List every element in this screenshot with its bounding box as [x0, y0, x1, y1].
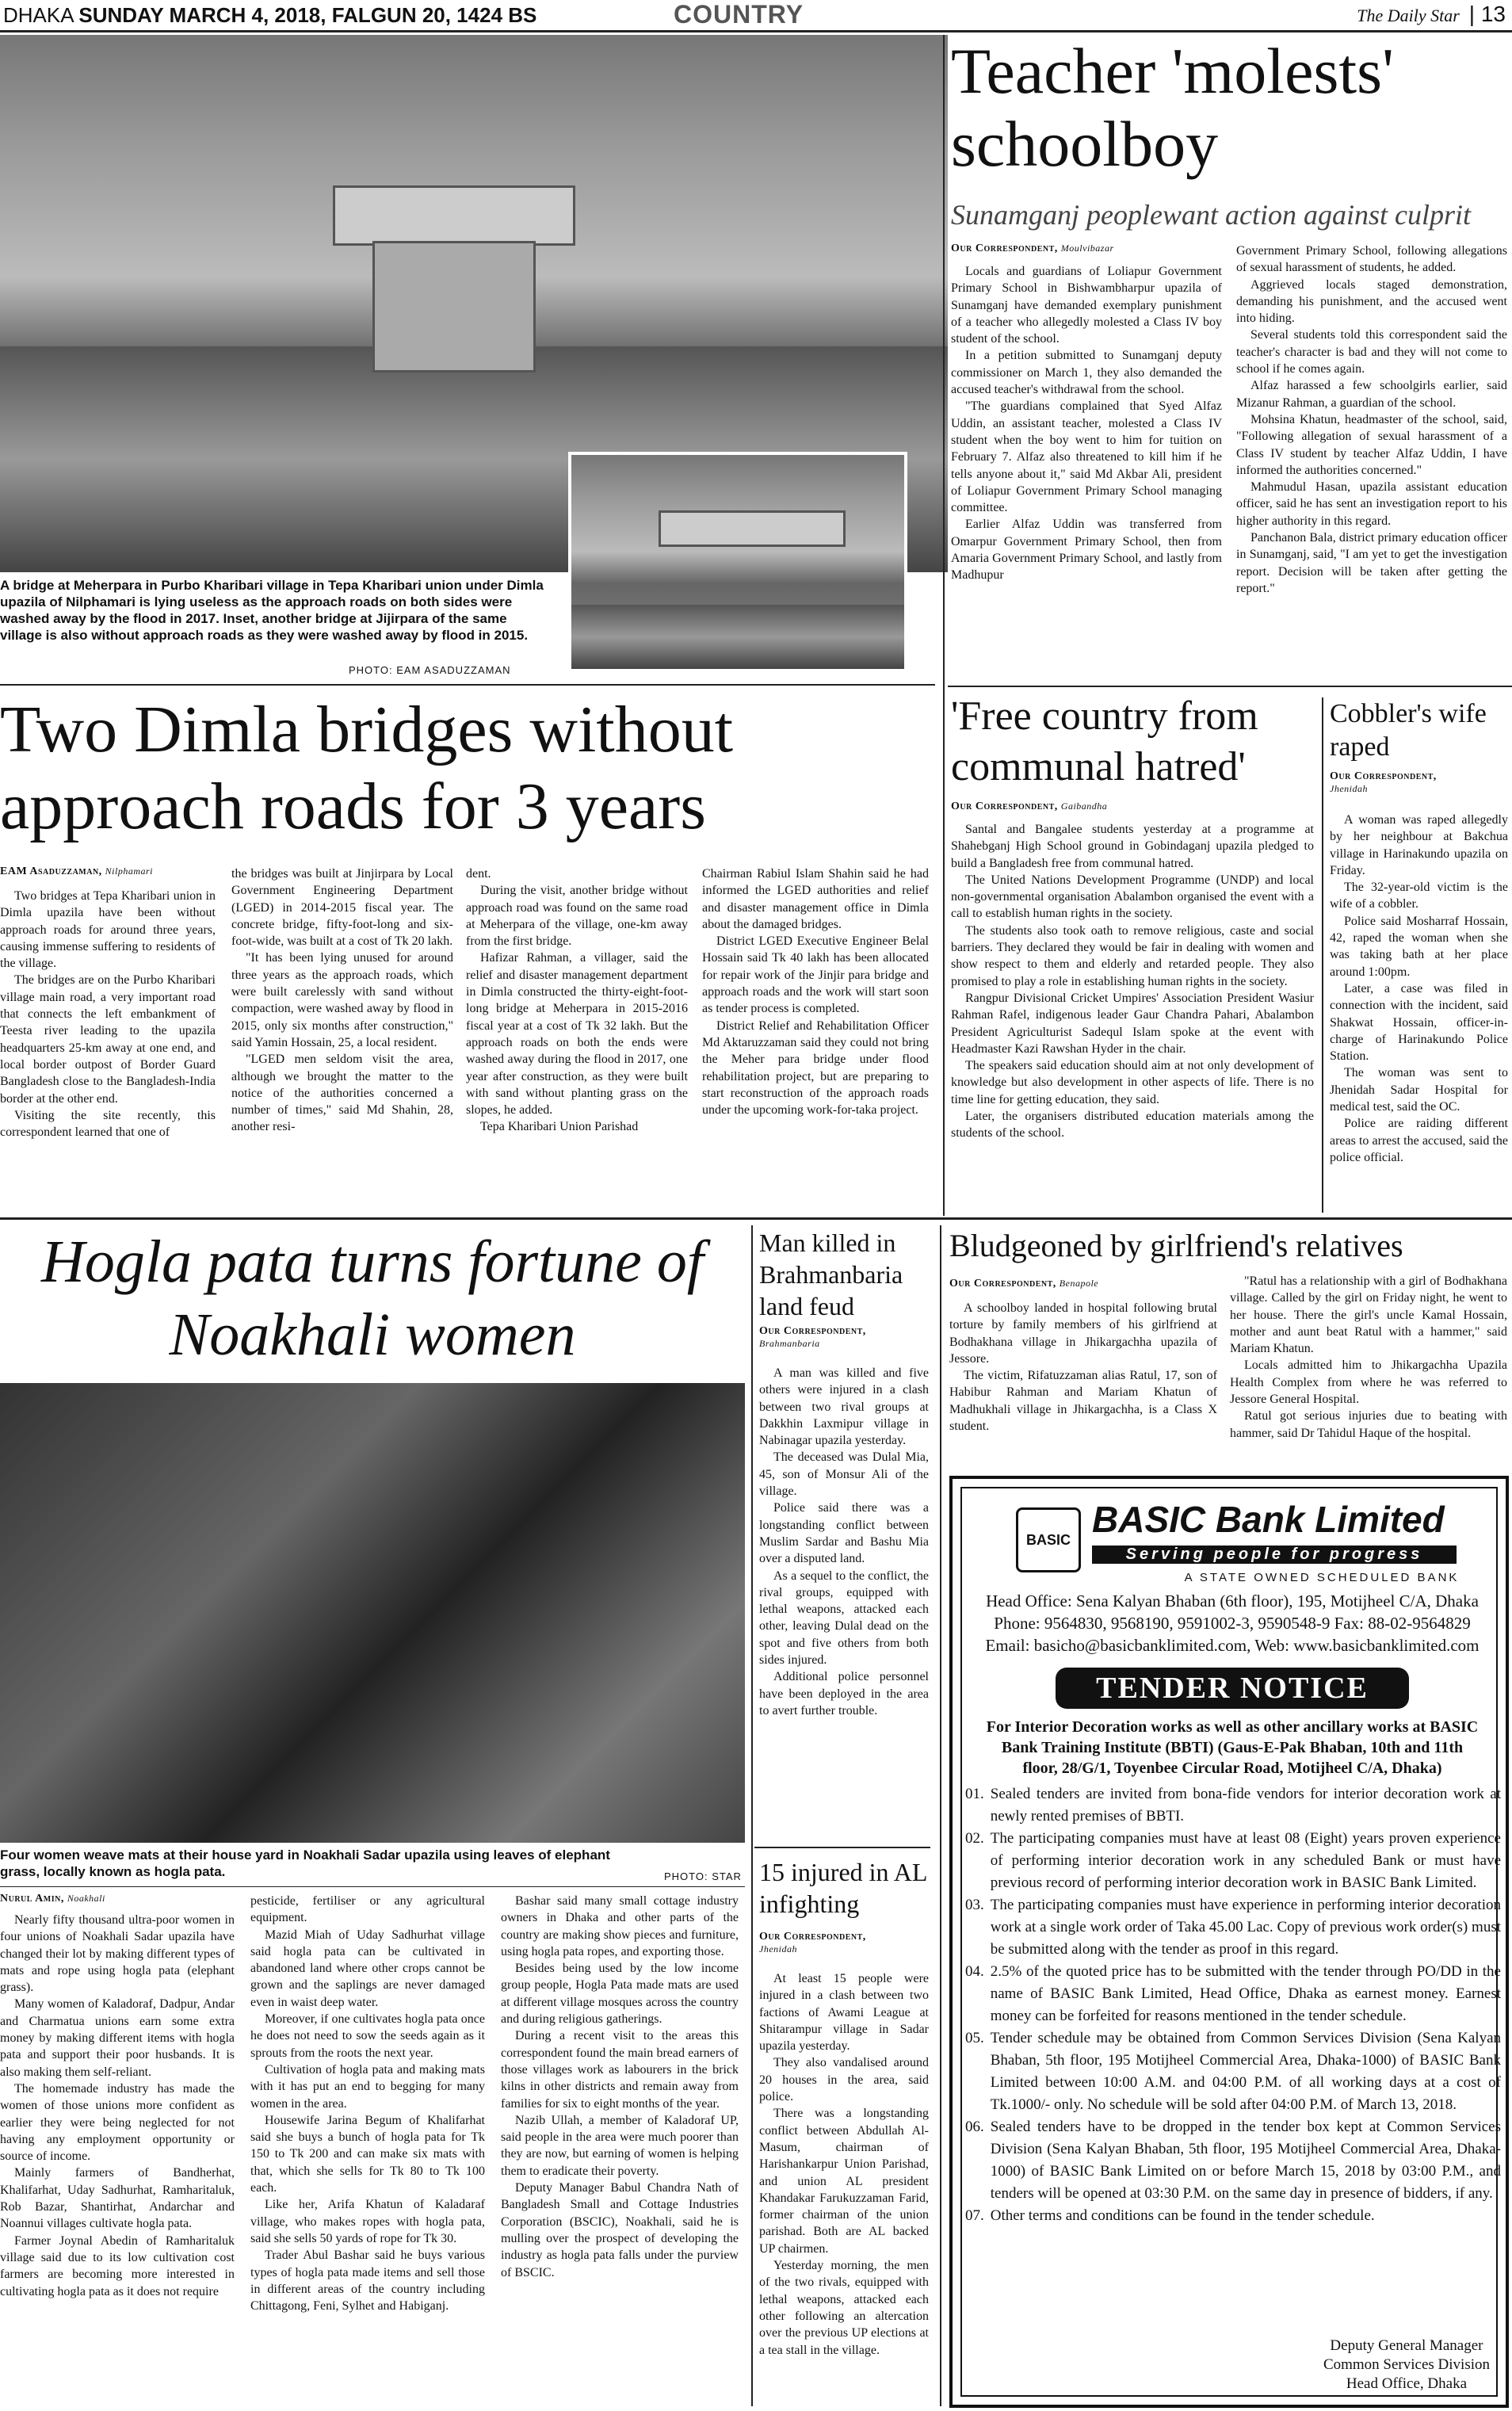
tender-item: 01. Sealed tenders are invited from bona-fide vendors for interior decoration work at newly rented premises of BBTI. — [965, 1786, 1501, 1824]
inset-bridge-photo — [568, 452, 907, 672]
tender-notice-title: TENDER NOTICE — [1056, 1668, 1409, 1709]
bludgeoned-byline: Our Correspondent, Benapole — [949, 1278, 1099, 1290]
masthead — [0, 0, 1512, 32]
hogla-col-1: Nearly fifty thousand ultra-poor women in four unions of Noakhali Sadar upazila have changed their lot by making different types of mats and rope using hogla pata (elephant grass). Many women of Kaladoraf, Dadpur, Andar and Charmatua unions earn some extra money by making different items with hogla pata and support their poor husbands. It is also making them self-reliant. The homemade industry has made the women of those unions more confident as earlier they were being neglected for not having any employment opportunity or source of income. Mainly farmers of Bandherhat, Khalifarhat, Uday Sadhurhat, Ramharitaluk, Rob Bazar, Shantirhat, Andarchar and Noannui villages cultivate hogla pata. Farmer Joynal Abedin of Ramharitaluk village said due to its low cultivation cost farmers are becoming more interested in cultivating hogla pata as it does not require — [0, 1913, 235, 2298]
man-killed-headline: Man killed in Brahmanbaria land feud — [759, 1228, 903, 1320]
section-title: COUNTRY — [674, 0, 804, 29]
dimla-col-2: the bridges was built at Jinjirpara by Local Government Engineering Department (LGED) in 2014-2015 fiscal year. The concrete bridge, fifty-foot-long and six-foot-wide, was built at a cost of Tk 20 lakh. "It has been lying unused for around three years as the approach roads, which were built carelessly with sand without compaction, were washed away by flood in 2015, only six months after construction," said Yamin Hossain, 25, a local resident. "LGED men seldom visit the area, although we brought the matter to the notice of the authorities concerned a number of times," said Md Shahin, 28, another resi- — [231, 867, 453, 1134]
page-number: 13 — [1480, 2, 1506, 26]
teacher-headline: Teacher 'molests' schoolboy — [951, 35, 1394, 180]
teacher-col-2: Government Primary School, following allegations of sexual harassment of students, he added. Aggrieved locals staged demonstration, demanding his punishment, and the accused went into hiding. Several students told this correspondent said the teacher's character is bad and they will not come to school if he comes again. Alfaz harassed a few schoolgirls earlier, said Mizanur Rahman, a guardian of the school. Mohsina Khatun, headmaster of the school, said, "Following allegation of sexual harassment of a Class IV student by teacher Alfaz Uddin, I have informed the authorities concerned." Mahmudul Hasan, upazila assistant education officer, said he has sent an investigation report to his higher authority in this regard. Panchanon Bala, district primary education officer in Sunamganj, said, "I am yet to get the investigation report. Decision will be taken after getting the report." — [1236, 244, 1507, 595]
bank-address-3: Email: basicho@basicbanklimited.com, Web: www.basicbanklimited.com — [985, 1636, 1480, 1655]
tender-intro: For Interior Decoration works as well as other ancillary works at BASIC Bank Training Institute (BBTI) (Gaus-E-Pak Bhaban, 10th and 11th floor, 28/G/1, Toyenbee Circular Road, Motijheel C/A, Dhaka) — [986, 1718, 1479, 1777]
paper-logo: The Daily Star — [1357, 6, 1460, 25]
bank-name: BASIC Bank Limited — [1092, 1499, 1445, 1540]
bank-address-1: Head Office: Sena Kalyan Bhaban (6th floor), 195, Motijheel C/A, Dhaka — [986, 1591, 1479, 1611]
dimla-col-1: Two bridges at Tepa Kharibari union in Dimla upazila have been without approach roads for around three years, causing immense suffering to residents of the village. The bridges are on the Purbo Kharibari village main road, a very important road that connects the left embankment of Teesta river leading to the upazila headquarters 25-km away at one end, and local border outpost of Border Guard Bangladesh close to the Bangladesh-India border at the other end. Visiting the site recently, this correspondent learned that one of — [0, 889, 216, 1140]
bludgeoned-col-1: A schoolboy landed in hospital following brutal torture by family members of his girlfriend at Bodhakhana village in Jhikargachha upazila of Jessore. The victim, Rifatuzzaman alias Ratul, 17, son of Habibur Rahman and Mariam Khatun of Madhukhali village in Jhikargachha, is a Class X student. — [949, 1301, 1217, 1434]
injured-byline: Our Correspondent, Jhenidah — [759, 1931, 866, 1954]
cobbler-byline: Our Correspondent, Jhenidah — [1330, 770, 1437, 794]
bludgeoned-headline: Bludgeoned by girlfriend's relatives — [949, 1228, 1403, 1263]
tender-items — [965, 1783, 1501, 2227]
bank-tagline: Serving people for progress — [1092, 1546, 1457, 1564]
tender-item: 02. The participating companies must have at least 08 (Eight) years proven experience of performing interior decoration work in any scheduled Bank or must have previous record of performing interior decoration work in BASIC Bank Limited. — [965, 1830, 1501, 1891]
free-body: Santal and Bangalee students yesterday at a programme at Shahebganj High School ground in Gobindaganj upazila pledged to build a Bangladesh free from communal hatred. The United Nations Development Programme (UNDP) and local non-governmental organisation Abalambon organised the event with a call to establish human rights in the society. The students also took oath to remove religious, caste and social barriers. They declared they would be fair in dealing with women and show respect to them and elderly and retarded people. They also promised to play a role in establishing human rights in the society. Rangpur Divisional Cricket Umpires' Association President Wasiur Rahman Rafel, indigenous leader Gaur Chandra Pahari, Abalambon President Agriculturist Sadequl Islam spoke at the event with Headmaster Kazi Rawshan Hyder in the chair. The speakers said education should aim at not only development of knowledge but also development in other aspects of life. There is no time line for getting education, they said. Later, the organisers distributed education materials among the students of the school. — [951, 823, 1314, 1141]
hogla-col-3: Bashar said many small cottage industry owners in Dhaka and other parts of the country are making show pieces and furniture, using hogla pata ropes, and exporting those. Besides being used by the low income group people, Hogla Pata made mats are used at different village mosques across the country and during religious gatherings. During a recent visit to the areas this correspondent found the main bread earners of those villages work as labourers in the brick kilns in other districts and remain away from families for six to eight months of the year. Nazib Ullah, a member of Kaladoraf UP, said people in the area were much poorer than they are now, but earning of women is helping them to eradicate their poverty. Deputy Manager Babul Chandra Nath of Bangladesh Small and Cottage Industries Corporation (BSCIC), Noakhali, said he is mulling over the prospect of developing the industry as hogla pata falls under the purview of BSCIC. — [501, 1894, 739, 2279]
bank-owned: A STATE OWNED SCHEDULED BANK — [1184, 1571, 1460, 1584]
free-byline: Our Correspondent, Gaibandha — [951, 800, 1108, 812]
bludgeoned-col-2: "Ratul has a relationship with a girl of Bodhakhana village. Called by the girl on Friday night, he went to her house. There the girl's uncle Kamal Hossain, mother and aunt beat Ratul with a hammer," said Mariam Khatun. Locals admitted him to Jhikargachha Upazila Health Complex from where he was referred to Jessore General Hospital. Ratul got serious injuries due to beating with hammer, said Dr Tahidul Haque of the hospital. — [1230, 1274, 1507, 1440]
bridge-photo-credit: PHOTO: EAM ASADUZZAMAN — [349, 664, 511, 676]
hogla-headline: Hogla pata turns fortune of Noakhali women — [40, 1228, 704, 1368]
man-killed-byline: Our Correspondent, Brahmanbaria — [759, 1325, 866, 1349]
teacher-subhead: Sunamganj peoplewant action against culprit — [951, 199, 1471, 231]
free-headline: 'Free country from communal hatred' — [951, 693, 1258, 789]
tender-item: 06. Sealed tenders have to be dropped in the tender box kept at Common Services Division (Sena Kalyan Bhaban, 5th floor, 195 Motijheel Commercial Area, Dhaka-1000) of BASIC Bank Limited on or before March 15, 2018 by 03:00 P.M., and tenders will be opened at 03:30 P.M. on the same day in presence of bidders, if any. — [965, 2119, 1501, 2202]
tender-signature: Deputy General Manager Common Services Division Head Office, Dhaka — [1323, 2337, 1490, 2392]
cobbler-headline: Cobbler's wife raped — [1330, 699, 1487, 762]
man-killed-body: A man was killed and five others were injured in a clash between two rival groups at Dakkhin Laxmipur village in Nabinagar upazila yesterday. The deceased was Dulal Mia, 45, son of Monsur Ali of the village. Police said there was a longstanding conflict between Muslim Sardar and Bashu Mia over a disputed land. As a sequel to the conflict, the rival groups, equipped with lethal weapons, attacked each other, leaving Dulal dead on the spot and five others from both sides injured. Additional police personnel have been deployed in the area to avert further trouble. — [759, 1366, 929, 1718]
masthead-date: DHAKA SUNDAY MARCH 4, 2018, FALGUN 20, 1424 BS — [3, 3, 537, 27]
dimla-col-4: Chairman Rabiul Islam Shahin said he had informed the LGED authorities and relief and disaster management office in Dimla about the damaged bridges. District LGED Executive Engineer Belal Hossain said Tk 40 lakh has been allocated for repair work of the Jinjir para bridge and approach roads and the work will start soon as tender process is completed. District Relief and Rehabilitation Officer Md Aktaruzzaman said they could not bring the Meher para bridge under flood rehabilitation project, but are preparing to start reconstruction of the approach roads under the upcoming work-for-taka project. — [702, 867, 929, 1118]
tender-item: 04. 2.5% of the quoted price has to be submitted with the tender through PO/DD in the name of BASIC Bank Limited, Head Office, Dhaka as earnest money. Earnest money can be forfeited for reasons mentioned in the tender schedule. — [965, 1963, 1501, 2024]
injured-body: At least 15 people were injured in a clash between two factions of Awami League at Shitarampur village in Sadar upazila yesterday. They also vandalised around 20 houses in the area, said police. There was a longstanding conflict between Abdullah Al-Masum, chairman of Harishankarpur Union Parishad, and union AL president Khandakar Farukuzzaman Farid, former chairman of the union parishad. Both are AL backed UP chairmen. Yesterday morning, the men of the two rivals, equipped with lethal weapons, attacked each other following an altercation over the previous UP elections at a tea stall in the village. — [759, 1972, 929, 2357]
dimla-byline: EAM Asaduzzaman, Nilphamari — [0, 865, 154, 877]
basic-bank-tender-ad — [949, 1476, 1509, 2408]
bank-address-2: Phone: 9564830, 9568190, 9591002-3, 9590548-9 Fax: 88-02-9564829 — [994, 1614, 1471, 1633]
tender-item: 03. The participating companies must have experience in performing interior decoration work at a single work order of Taka 45.00 Lac. Copy of previous work order(s) must be submitted along with the tender as proof in this regard. — [965, 1897, 1501, 1958]
masthead-right: The Daily Star | 13 — [1357, 2, 1506, 26]
cobbler-body: A woman was raped allegedly by her neighbour at Bakchua village in Harinakundo upazila on Friday. The 32-year-old victim is the wife of a cobbler. Police said Mosharraf Hossain, 42, raped the woman when she was taking bath at her place around 1:00pm. Later, a case was filed in connection with the incident, said Shakwat Hossain, officer-in-charge of Harinakundo Police Station. The woman was sent to Jhenidah Sadar Hospital for medical test, said the OC. Police are raiding different areas to arrest the accused, said the police official. — [1330, 813, 1508, 1164]
hogla-photo — [0, 1383, 745, 1843]
tender-item: 07. Other terms and conditions can be found in the tender schedule. — [965, 2207, 1375, 2224]
dimla-col-3: dent. During the visit, another bridge without approach road was found on the same road at Meherpara of the village, one-km away from the first bridge. Hafizar Rahman, a villager, said the relief and disaster management department in Dimla constructed the thirty-eight-foot-long bridge at Meherpara in 2015-2016 fiscal year at a cost of Tk 32 lakh. But the approach roads on both the ends were washed away during the flood in 2017, one year after construction, as they were built with sand without planting grass on the slopes, he added. Tepa Kharibari Union Parishad — [466, 867, 688, 1134]
bridge-photo-caption: A bridge at Meherpara in Purbo Kharibari village in Tepa Kharibari union under Dimla upazila of Nilphamari is lying useless as the approach roads on both sides were washed away by the flood in 2017. Inset, another bridge at Jijirpara of the same village is also without approach roads as they were washed away by flood in 2015. — [0, 578, 544, 643]
dimla-headline: Two Dimla bridges without approach roads for 3 years — [0, 693, 734, 843]
hogla-col-2: pesticide, fertiliser or any agricultural equipment. Mazid Miah of Uday Sadhurhat village said hogla pata can be cultivated in abandoned land where other crops cannot be grown and the saplings are never damaged even in waist deep water. Moreover, if one cultivates hogla pata once he does not need to sow the seeds again as it sprouts from the roots the next year. Cultivation of hogla pata and making mats with it has put an end to begging for many women in the area. Housewife Jarina Begum of Khalifarhat said she buys a bunch of hogla pata for Tk 150 to Tk 200 and can make six mats with that, which she sells for Tk 80 to Tk 100 each. Like her, Arifa Khatun of Kaladaraf village, who makes ropes with hogla pata, said she sells 50 yards of rope for Tk 30. Trader Abul Bashar said he buys various types of hogla pata made items and sell those in different areas of the country including Chittagong, Feni, Sylhet and Habiganj. — [250, 1894, 485, 2314]
hogla-photo-caption: Four women weave mats at their house yard in Noakhali Sadar upazila using leaves of elephant grass, locally known as hogla pata. — [0, 1847, 610, 1879]
hogla-byline: Nurul Amin, Noakhali — [0, 1893, 105, 1905]
teacher-col-1: Locals and guardians of Loliapur Government Primary School in Bishwambharpur upazila of Sunamganj have demanded exemplary punishment of a teacher who allegedly molested a Class IV boy student of the school. In a petition submitted to Sunamganj deputy commissioner on March 1, they also demanded the accused teacher's withdrawal from the school. "The guardians complained that Syed Alfaz Uddin, an assistant teacher, molested a Class IV student when the boy went to him for tuition on February 7. Alfaz also threatened to kill him if he tells anyone about it," said Md Akbar Ali, president of Loliapur Government Primary School managing committee. Earlier Alfaz Uddin was transferred from Omarpur Government Primary School, then from Amaria Government Primary School, and lastly from Madhupur — [951, 265, 1222, 583]
basic-logo-icon: BASIC — [1016, 1507, 1081, 1572]
tender-item: 05. Tender schedule may be obtained from Common Services Division (Sena Kalyan Bhaban, 5th floor, 195 Motijheel Commercial Area, Dhaka-1000) of BASIC Bank Limited between 10:00 A.M. and 04:00 P.M. of all working days at a cost of Tk.1000/- only. No schedule will be sold after 04:00 P.M. of March 13, 2018. — [965, 2030, 1501, 2113]
teacher-byline: Our Correspondent, Moulvibazar — [951, 243, 1114, 254]
hogla-photo-credit: PHOTO: STAR — [664, 1870, 742, 1882]
injured-headline: 15 injured in AL infighting — [759, 1858, 927, 1918]
